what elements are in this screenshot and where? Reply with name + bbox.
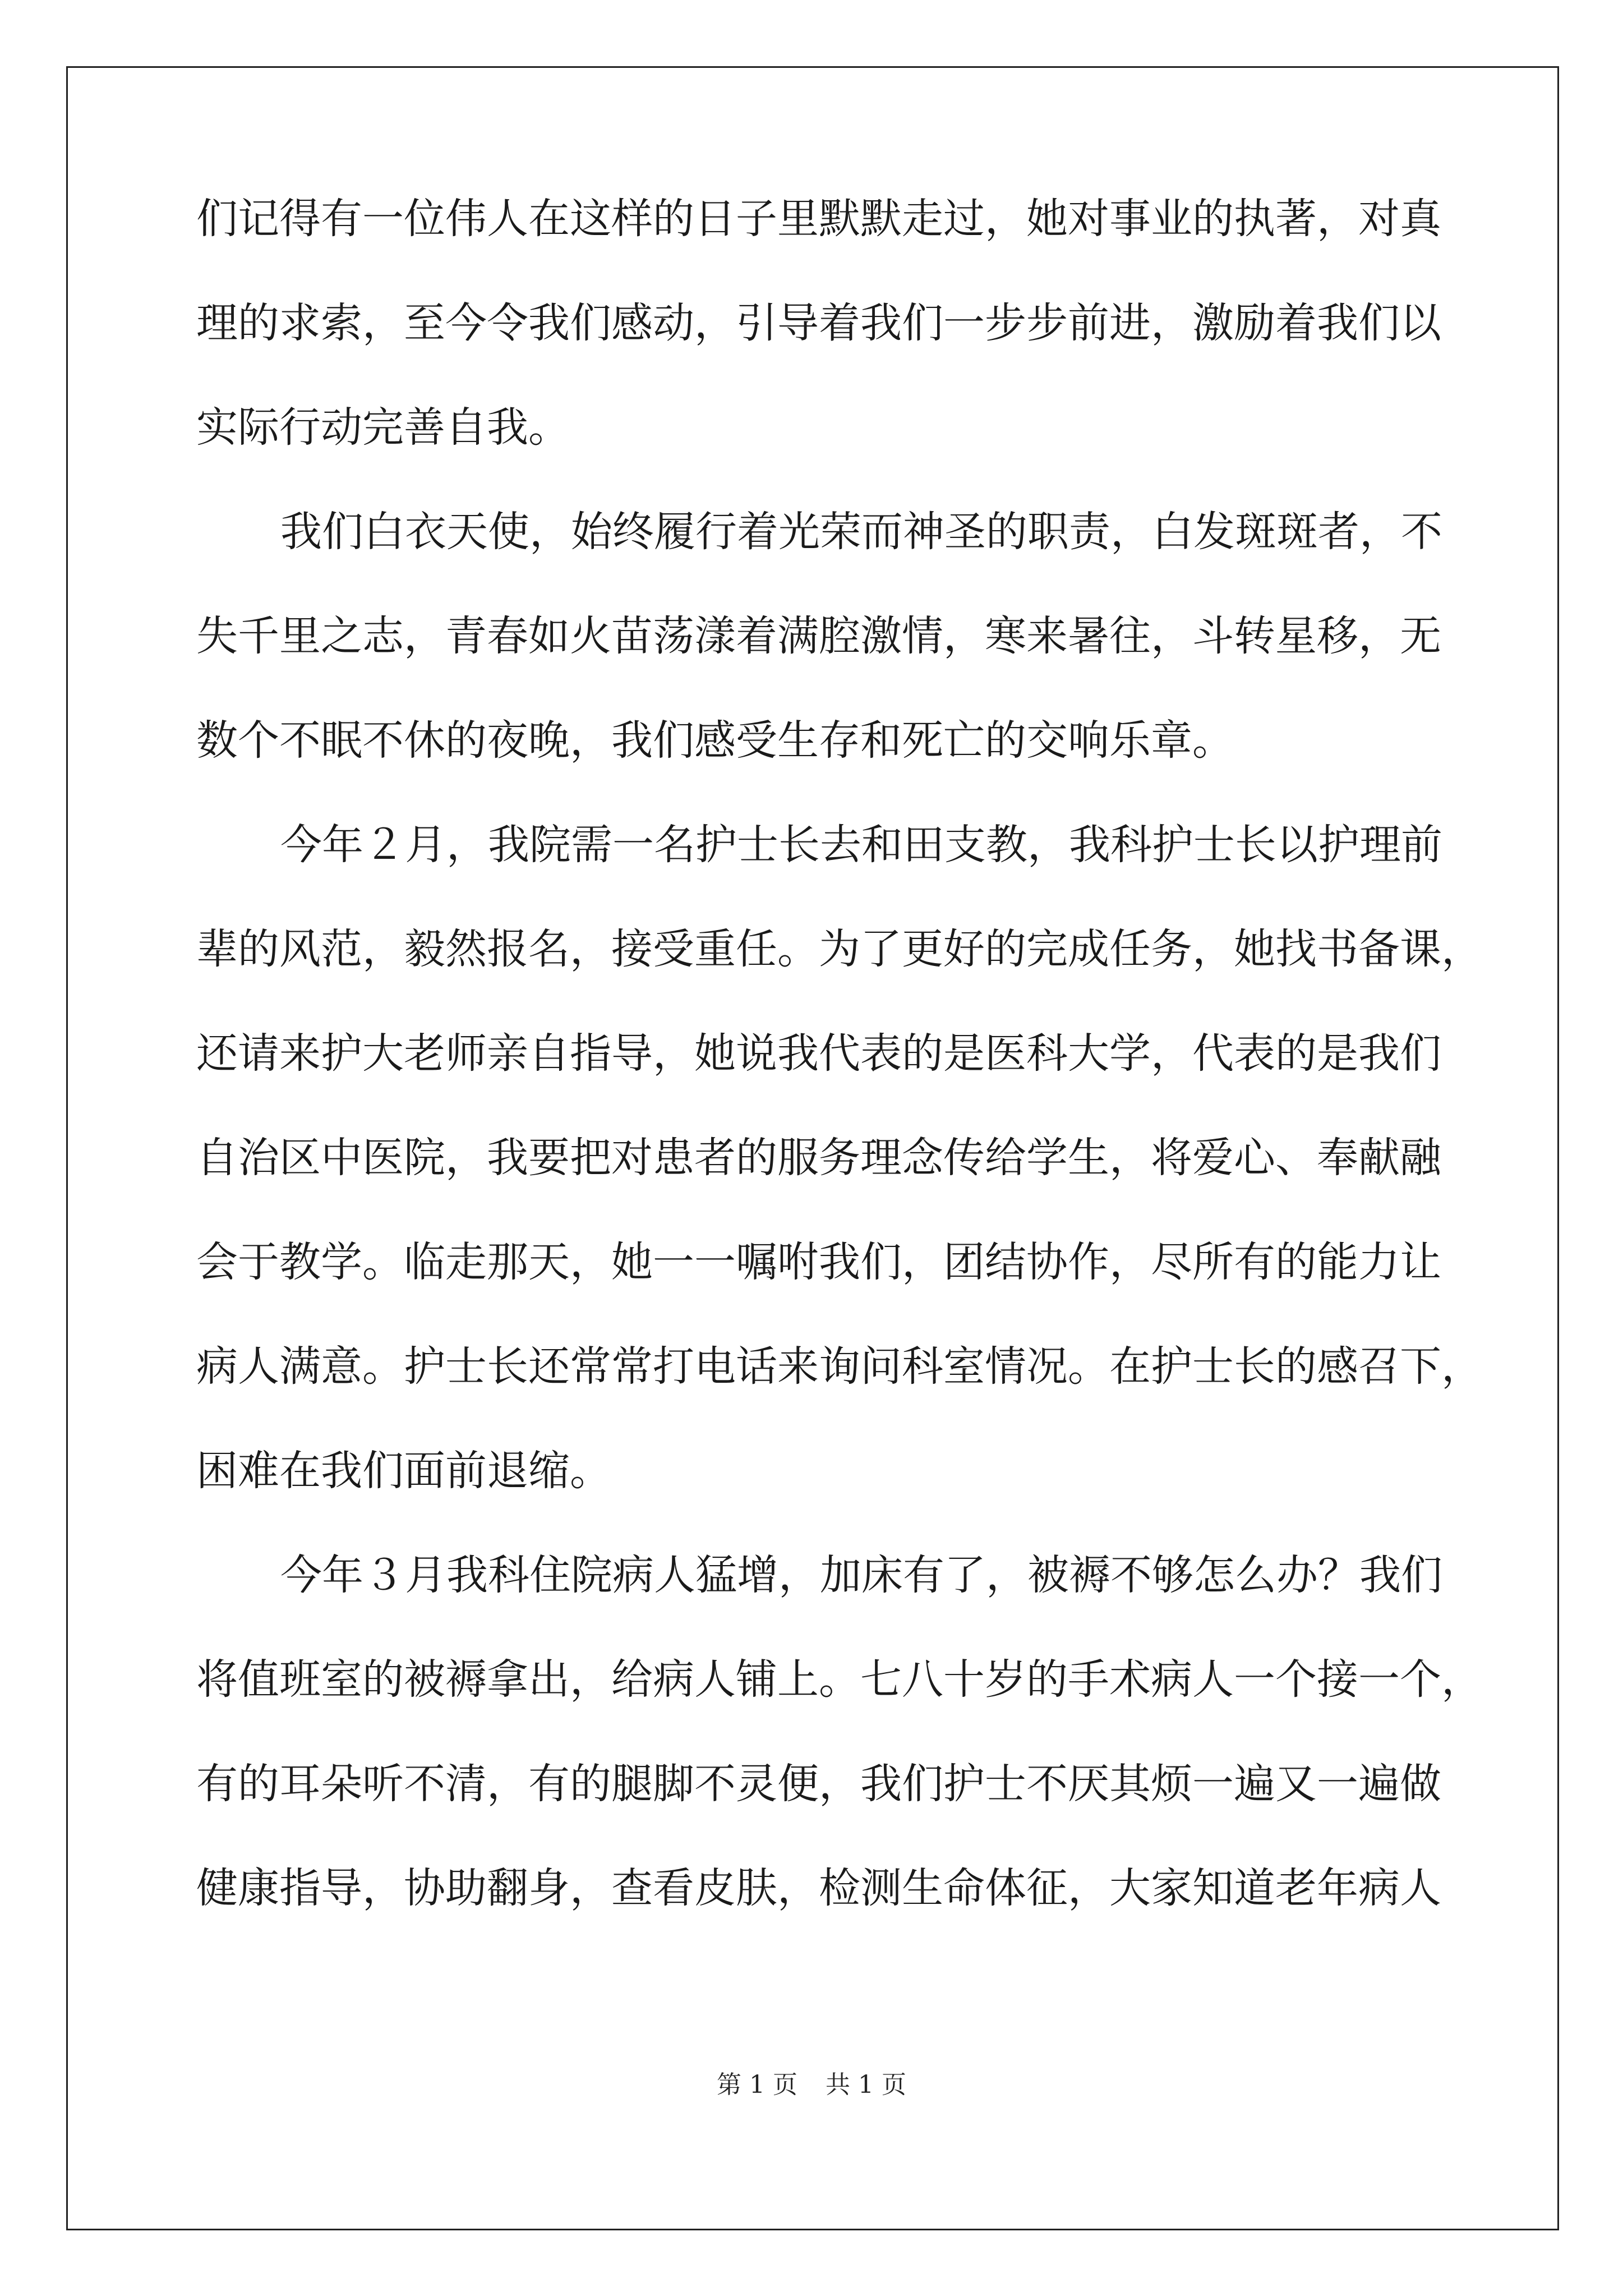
paragraph-2-line-1: 我们白衣天使，始终履行着光荣而神圣的职责，白发斑斑者，不 <box>280 508 1442 556</box>
paragraph-4-line-4: 健康指导，协助翻身，查看皮肤，检测生命体征，大家知道老年病人 <box>196 1864 1441 1912</box>
paragraph-1-line-2: 理的求索，至今令我们感动，引导着我们一步步前进，激励着我们以 <box>196 299 1441 347</box>
page-footer <box>0 2064 1623 2100</box>
paragraph-2-line-2: 失千里之志，青春如火苗荡漾着满腔激情，寒来暑往，斗转星移，无 <box>196 612 1441 660</box>
paragraph-3-line-5: 会于教学。临走那天，她一一嘱咐我们，团结协作，尽所有的能力让 <box>196 1238 1441 1286</box>
paragraph-1-line-3: 实际行动完善自我。 <box>196 403 570 452</box>
paragraph-3-line-1: 今年２月，我院需一名护士长去和田支教，我科护士长以护理前 <box>280 821 1442 869</box>
paragraph-3-line-3: 还请来护大老师亲自指导，她说我代表的是医科大学，代表的是我们 <box>196 1029 1441 1078</box>
total-pages: 共 1 页 <box>826 2070 906 2099</box>
paragraph-4-line-3: 有的耳朵听不清，有的腿脚不灵便，我们护士不厌其烦一遍又一遍做 <box>196 1760 1441 1808</box>
paragraph-3-line-7: 困难在我们面前退缩。 <box>196 1447 611 1495</box>
paragraph-4-line-1: 今年３月我科住院病人猛增，加床有了，被褥不够怎么办？我们 <box>280 1551 1442 1599</box>
paragraph-1-line-1: 们记得有一位伟人在这样的日子里默默走过，她对事业的执著，对真 <box>196 195 1441 243</box>
paragraph-3-line-6: 病人满意。护士长还常常打电话来询问科室情况。在护士长的感召下， <box>196 1342 1483 1391</box>
page-number: 第 1 页 <box>717 2070 797 2099</box>
paragraph-3-line-2: 辈的风范，毅然报名，接受重任。为了更好的完成任务，她找书备课， <box>196 925 1483 973</box>
paragraph-3-line-4: 自治区中医院，我要把对患者的服务理念传给学生，将爱心、奉献融 <box>196 1134 1441 1182</box>
paragraph-2-line-3: 数个不眠不休的夜晚，我们感受生存和死亡的交响乐章。 <box>196 716 1234 765</box>
paragraph-4-line-2: 将值班室的被褥拿出，给病人铺上。七八十岁的手术病人一个接一个， <box>196 1655 1483 1704</box>
